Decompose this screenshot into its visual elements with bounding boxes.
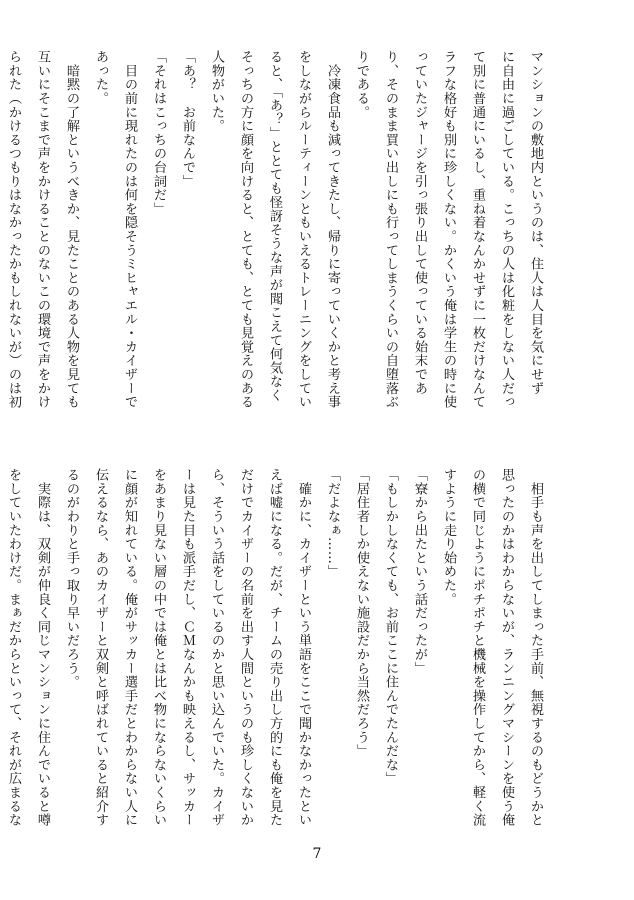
upper-text-block: マンションの敷地内というのは、住人は人目を気にせず に自由に過ごしている。こっちの人は化粧をしない人だっ て別に普通にいるし、重ね着なんかせずに一枚だけなんて ラフな格好も別に珍しくない。かくいう俺は学生の時に使 っていたジャージを引っ張り出して使っている始末であ り、そのまま買い出しにも行ってしまうくらいの自堕落ぶ りである。 冷凍食品も減ってきたし、帰りに寄っていくかと考え事 をしながらルーティーンともいえるトレーニングをしてい ると、「あ？」ととても怪訝そうな声が聞こえて何気なく そっちの方に顔を向けると、とても、とても見覚えのある 人物がいた。 「あ？ お前なんで」 「それはこっちの台詞だ」 目の前に現れたのは何を隠そうミヒャエル・カイザーで あった。 暗黙の了解というべきか、見たことのある人物を見ても 互いにそこまで声をかけることのないこの環境で声をかけ られた（かけるつもりはなかったかもしれないが）のは初 (6, 50, 543, 409)
lower-text-block: 相手も声を出してしまった手前、無視するのもどうかと 思ったのかはわからないが、ランニングマシーンを使う俺 の横で同じようにポチポチと機械を操作してから、軽く流 すように走り始めた。 「寮から出たという話だったが」 「もしかしなくても、お前ここに住んでたんだな」 「居住者しか使えない施設だから当然だろう」 「だよなぁ……」 確かに、カイザーという単語をここで聞かなかったとい えば嘘になる。だが、チームの売り出し方的にも俺を見た だけでカイザーの名前を出す人間というのも珍しくないか ら、そういう話をしているのかと思い込んでいた。カイザ ーは見た目も派手だし、ＣＭなんかも映えるし、サッカー をあまり見ない層の中では俺とは比べ物にならないくらい に顔が知れている。俺がサッカー選手だとわからない人に 伝えるなら、あのカイザーと双剣と呼ばれていると紹介す るのがわりと手っ取り早いだろう。 実際は、双剣が仲良く同じマンションに住んでいると噂 をしていたわけだ。まぁだからといって、それが広まるな (6, 468, 543, 827)
page-number: 7 (312, 846, 322, 862)
